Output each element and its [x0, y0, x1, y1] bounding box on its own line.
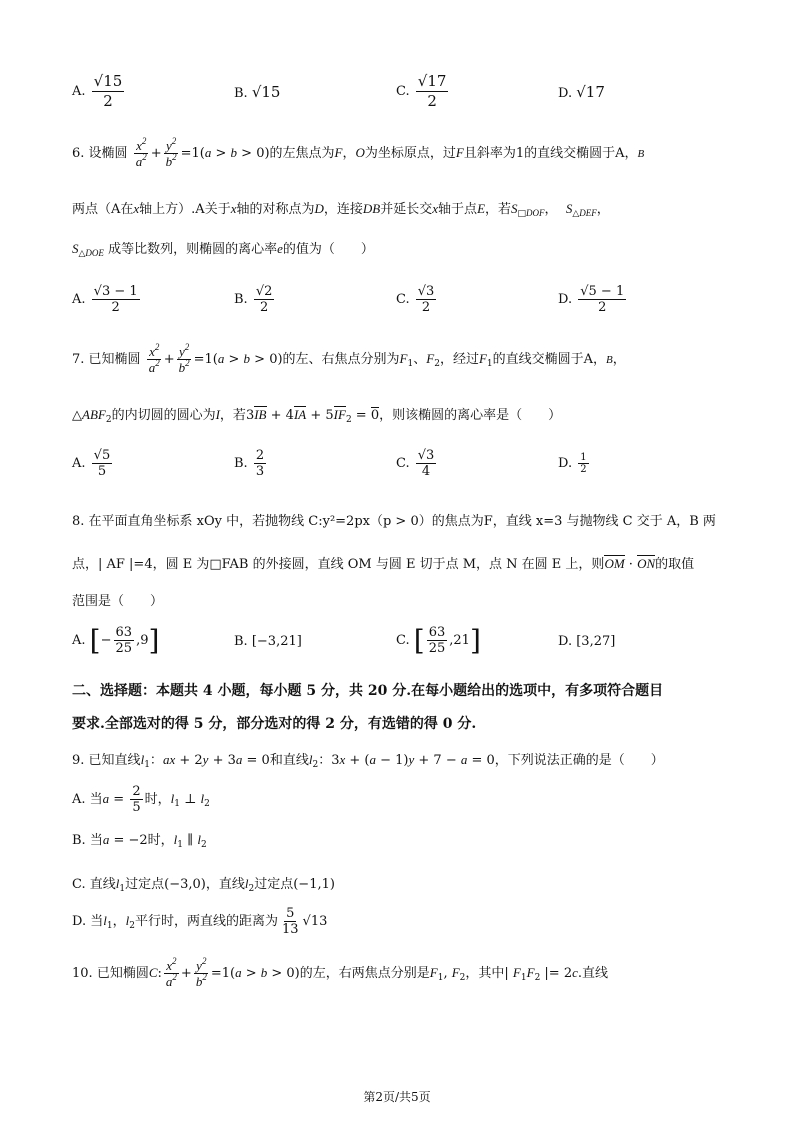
- q6-option-d: D. $\frac{√5 - 1}{2}$: [558, 284, 625, 315]
- q8-option-a: A. [− $\frac{63}{25}$ ,9]: [72, 624, 160, 657]
- q8-option-b: B. [−3,21]: [234, 634, 302, 649]
- section-heading-line-2: 要求.全部选对的得 5 分，部分选对的得 2 分，有选错的得 0 分.: [72, 716, 477, 732]
- q9-line-1: 9. 已知直线$l_1$：ax + 2y + 3a = 0和直线$l_2$：3x + (a − 1)y + 7 − a = 0，下列说法正确的是（ ）: [72, 752, 664, 770]
- q9-option-c: C. 直线$l_1$过定点(−3,0)，直线$l_2$过定点(−1,1): [72, 876, 335, 894]
- q5-option-d: D. √17: [558, 83, 605, 101]
- q7-option-a: A. $\frac{√5}{5}$: [72, 448, 111, 479]
- q7-option-d: D. $\frac{1}{2}$: [558, 452, 587, 475]
- q8-line-2: 点，| AF |=4，圆 E 为□FAB 的外接圆，直线 OM 与圆 E 切于点 M，点 N 在圆 E 上，则OM · ON的取值: [72, 556, 695, 572]
- q8-line-1: 8. 在平面直角坐标系 xOy 中，若抛物线 C:y²=2px（p > 0）的焦点为F，直线 x=3 与抛物线 C 交于 A，B 两: [72, 514, 716, 529]
- q8-line-3: 范围是（ ）: [72, 594, 164, 609]
- q7-option-c: C. $\frac{√3}{4}$: [396, 448, 435, 479]
- q8-option-d: D. [3,27]: [558, 634, 616, 649]
- q9-option-d: D. 当$l_1$，$l_2$平行时，两直线的距离为 $\frac{5}{13}$ √13: [72, 906, 328, 937]
- q7-line-1: 7. 已知椭圆 $\frac{x^2}{a^2}$ + $\frac{y^2}{b^2}$ =1(a > b > 0)的左、右焦点分别为$F_1$、$F_2$，经过$F_1$的直线交椭圆于A，B，: [72, 342, 626, 375]
- fraction: $\frac{√15}{2}$: [93, 72, 123, 110]
- q5-option-c: C. $\frac{√17}{2}$: [396, 72, 447, 110]
- q6-option-c: C. $\frac{√3}{2}$: [396, 284, 435, 315]
- q6-line-1: 6. 设椭圆 $\frac{x^2}{a^2}$ + $\frac{y^2}{b^2}$ =1(a > b > 0)的左焦点为F，O为坐标原点，过F且斜率为1的直线交椭圆于A，B: [72, 136, 645, 169]
- q5-option-b: B. √15: [234, 83, 281, 101]
- page-number: 第2页/共5页: [363, 1090, 431, 1104]
- q6-line-3: $S_{\triangle DOE}$ 成等比数列，则椭圆的离心率e的值为（ ）: [72, 241, 374, 259]
- q6-option-a: A. $\frac{√3 - 1}{2}$: [72, 284, 138, 315]
- q9-option-a: A. 当a = $\frac{2}{5}$ 时，$l_1$ ⊥ $l_2$: [72, 784, 210, 815]
- q7-option-b: B. $\frac{2}{3}$: [234, 448, 265, 479]
- q8-option-c: C. [ $\frac{63}{25}$ ,21]: [396, 624, 481, 657]
- q9-option-b: B. 当a = −2时，$l_1$ ∥ $l_2$: [72, 832, 207, 850]
- q10-line-1: 10. 已知椭圆C: $\frac{x^2}{a^2}$ + $\frac{y^2}{b^2}$ =1(a > b > 0)的左，右两焦点分别是$F_1$, $F_2$，其中| $F_1F_2$ |= 2c.直线: [72, 956, 609, 989]
- q7-line-2: $\triangle ABF_2$的内切圆的圆心为I，若$3IB + 4IA + 5IF_2 = 0$，则该椭圆的离心率是（ ）: [72, 407, 562, 425]
- section-heading: 二、选择题：本题共 4 小题，每小题 5 分，共 20 分.在每小题给出的选项中，有多项符合题目: [72, 683, 664, 699]
- q5-option-a: [72, 72, 126, 111]
- option-label: A.: [72, 84, 86, 99]
- q6-option-b: B. $\frac{√2}{2}$: [234, 284, 273, 315]
- q6-line-2: 两点（A在x轴上方）.A关于x轴的对称点为D，连接DB并延长交x轴于点E，若$S_{□DOF}$， $S_{\triangle DEF}$，: [72, 201, 610, 219]
